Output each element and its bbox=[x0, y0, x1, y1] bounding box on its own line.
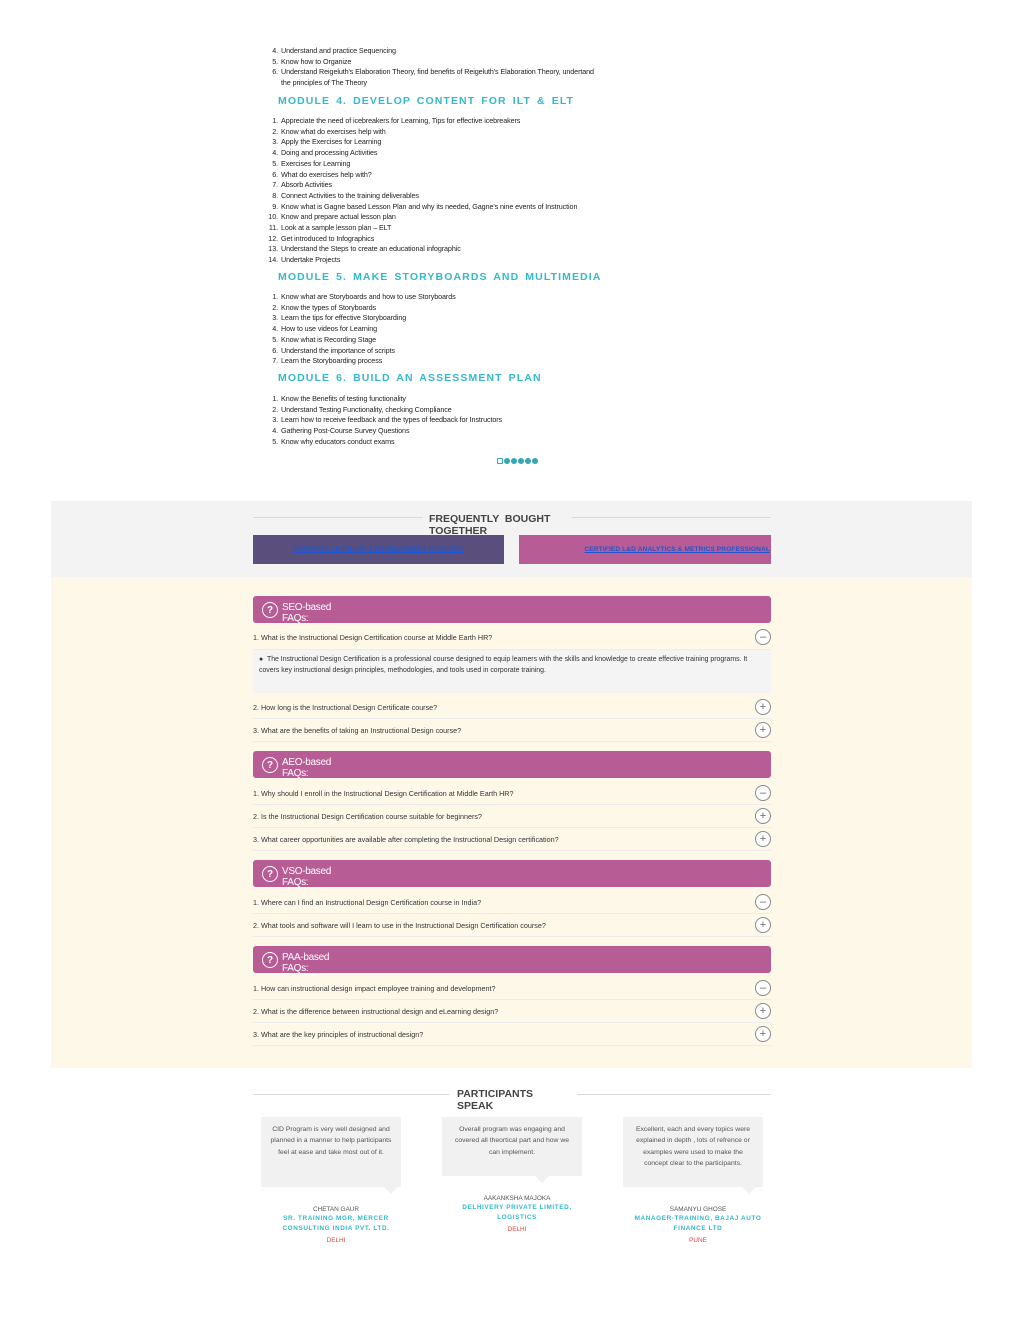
list-item: 8. Connect Activities to the training deliverables bbox=[272, 190, 419, 200]
list-item: 4. Doing and processing Activities bbox=[272, 148, 378, 158]
list-item: 5. Know how to Organize bbox=[272, 56, 352, 66]
question-icon: ? bbox=[262, 952, 278, 968]
faq-question[interactable]: 2. How long is the Instructional Design Certificate course? + bbox=[253, 703, 771, 719]
list-item: 5. Exercises for Learning bbox=[272, 158, 351, 168]
carousel-dots bbox=[497, 458, 538, 464]
aeo-faq-header bbox=[253, 751, 771, 778]
participant-name: SAMANYU GHOSE bbox=[669, 1206, 727, 1213]
faq-question[interactable]: 1. How can instructional design impact employee training and development? – bbox=[253, 984, 771, 1000]
list-item: 4. Gathering Post-Course Survey Questions bbox=[272, 426, 410, 436]
participant-role: SR. TRAINING MGR, MERCER CONSULTING INDIA PVT. LTD. bbox=[282, 1215, 390, 1232]
list-item: 9. Know what is Gagne based Lesson Plan and why its needed, Gagne's nine events of Instruction bbox=[272, 201, 578, 211]
list-item: 1. Know the Benefits of testing functionality bbox=[272, 394, 406, 403]
participants-title: PARTICIPANTS SPEAK bbox=[457, 1088, 534, 1112]
faq-question[interactable]: 2. Is the Instructional Design Certification course suitable for beginners? + bbox=[253, 812, 771, 828]
participant-city: DELHI bbox=[507, 1226, 527, 1233]
frequently-bought-title: FREQUENTLY BOUGHT TOGETHER bbox=[429, 513, 551, 535]
vso-faq-heading: VSO-based FAQs: bbox=[282, 866, 331, 887]
carousel-dot[interactable] bbox=[511, 458, 517, 464]
paa-faq-header bbox=[253, 946, 771, 973]
list-item: 4. How to use videos for Learning bbox=[272, 324, 378, 334]
list-item: 3. Learn how to receive feedback and the types of feedback for Instructors bbox=[272, 415, 503, 425]
module-5-list bbox=[265, 292, 605, 367]
list-item: 6. What do exercises help with? bbox=[272, 169, 372, 179]
question-icon: ? bbox=[262, 866, 278, 882]
plus-icon[interactable]: + bbox=[755, 808, 771, 824]
module-5-title: MODULE 5. MAKE STORYBOARDS AND MULTIMEDIA bbox=[278, 271, 602, 283]
list-item: 5. Know why educators conduct exams bbox=[272, 436, 395, 446]
question-icon: ? bbox=[262, 757, 278, 773]
testimonial-quote: Overall program was engaging and covered all theortical part and how we can implement. bbox=[442, 1117, 582, 1176]
faq-question[interactable]: 3. What are the key principles of instructional design? + bbox=[253, 1030, 771, 1046]
list-item: 10. Know and prepare actual lesson plan bbox=[268, 212, 396, 222]
carousel-dot[interactable] bbox=[497, 458, 503, 464]
list-item: 7. Learn the Storyboarding process bbox=[272, 356, 383, 366]
faq-question[interactable]: 2. What is the difference between instructional design and eLearning design? + bbox=[253, 1007, 771, 1023]
list-item: 7. Absorb Activities bbox=[272, 180, 333, 190]
list-item: 4. Understand and practice Sequencing bbox=[272, 46, 396, 55]
divider bbox=[572, 517, 771, 518]
plus-icon[interactable]: + bbox=[755, 917, 771, 933]
list-item: the principles of The Theory bbox=[281, 78, 368, 88]
list-item: 11. Look at a sample lesson plan – ELT bbox=[268, 223, 392, 233]
carousel-dot[interactable] bbox=[518, 458, 524, 464]
paa-faq-heading: PAA-based FAQs: bbox=[282, 952, 330, 973]
list-item: 1. Appreciate the need of icebreakers for Learning, Tips for effective icebreakers bbox=[272, 116, 521, 125]
module-6-list bbox=[265, 394, 605, 448]
divider bbox=[253, 517, 423, 518]
faq-question[interactable]: 1. Where can I find an Instructional Design Certification course in India? – bbox=[253, 898, 771, 914]
list-item: 14. Undertake Projects bbox=[268, 255, 341, 265]
intro-list bbox=[265, 46, 605, 89]
list-item: 6. Understand Reigeluth's Elaboration Theory, find benefits of Reigeluth's Elaboration Theory, undertand bbox=[272, 67, 594, 77]
list-item: 2. Know the types of Storyboards bbox=[272, 302, 376, 312]
certified-ld-manager-button[interactable]: CERTIFIED LEARNING & DEVELOPMENT MANAGER bbox=[253, 535, 504, 564]
faq-answer: ● The Instructional Design Certification is a professional course designed to equip learners with the skills and knowledge to create effective training programs. It covers key instructional design principles, methodologies, and tools used in corporate training. bbox=[253, 650, 771, 693]
plus-icon[interactable]: + bbox=[755, 1026, 771, 1042]
testimonial-quote: Excellent, each and every topics were explained in depth , lots of refrence or examples were used to make the concept clear to the participants. bbox=[623, 1117, 763, 1187]
question-icon: ? bbox=[262, 602, 278, 618]
certified-ld-analytics-button[interactable]: CERTIFIED L&D ANALYTICS & METRICS PROFESSIONAL bbox=[519, 535, 771, 564]
minus-icon[interactable]: – bbox=[755, 629, 771, 645]
plus-icon[interactable]: + bbox=[755, 699, 771, 715]
plus-icon[interactable]: + bbox=[755, 831, 771, 847]
carousel-dot[interactable] bbox=[532, 458, 538, 464]
faq-question[interactable]: 2. What tools and software will I learn to use in the Instructional Design Certification course? + bbox=[253, 921, 771, 937]
faq-question[interactable]: 3. What career opportunities are available after completing the Instructional Design certification? + bbox=[253, 835, 771, 851]
module-6-title: MODULE 6. BUILD AN ASSESSMENT PLAN bbox=[278, 372, 542, 384]
aeo-faq-heading: AEO-based FAQs: bbox=[282, 757, 331, 778]
participant-name: CHETAN GAUR bbox=[312, 1206, 360, 1213]
minus-icon[interactable]: – bbox=[755, 980, 771, 996]
testimonial-quote: CID Program is very well designed and planned in a manner to help participants feel at ease and take most out of it. bbox=[261, 1117, 401, 1187]
faq-question[interactable]: 1. Why should I enroll in the Instructional Design Certification at Middle Earth HR? – bbox=[253, 789, 771, 805]
carousel-dot[interactable] bbox=[504, 458, 510, 464]
divider bbox=[253, 1094, 449, 1095]
participant-name: AAKANKSHA MAJOKA bbox=[483, 1195, 551, 1202]
participant-card bbox=[442, 1194, 592, 1235]
participant-role: DELHIVERY PRIVATE LIMITED, LOGISTICS bbox=[462, 1204, 572, 1221]
participant-role: MANAGER-TRAINING, BAJAJ AUTO FINANCE LTD bbox=[634, 1215, 762, 1232]
participant-card bbox=[261, 1205, 411, 1246]
minus-icon[interactable]: – bbox=[755, 785, 771, 801]
list-item: 6. Understand the importance of scripts bbox=[272, 345, 395, 355]
faq-question[interactable]: 3. What are the benefits of taking an Instructional Design course? + bbox=[253, 726, 771, 742]
list-item: 13. Understand the Steps to create an educational infographic bbox=[268, 244, 461, 254]
list-item: 2. Understand Testing Functionality, checking Compliance bbox=[272, 404, 452, 414]
bullet-icon: ● bbox=[259, 656, 267, 663]
list-item: 12. Get introduced to Infographics bbox=[268, 233, 375, 243]
vso-faq-header bbox=[253, 860, 771, 887]
participant-city: PUNE bbox=[689, 1237, 707, 1244]
carousel-dot[interactable] bbox=[525, 458, 531, 464]
seo-faq-header bbox=[253, 596, 771, 623]
list-item: 3. Apply the Exercises for Learning bbox=[272, 137, 382, 147]
list-item: 2. Know what do exercises help with bbox=[272, 126, 386, 136]
plus-icon[interactable]: + bbox=[755, 1003, 771, 1019]
faq-question[interactable]: 1. What is the Instructional Design Certification course at Middle Earth HR? – bbox=[253, 633, 771, 650]
participant-city: DELHI bbox=[326, 1237, 346, 1244]
list-item: 5. Know what is Recording Stage bbox=[272, 334, 377, 344]
seo-faq-heading: SEO-based FAQs: bbox=[282, 602, 331, 623]
participant-card bbox=[623, 1205, 773, 1246]
plus-icon[interactable]: + bbox=[755, 722, 771, 738]
module-4-title: MODULE 4. DEVELOP CONTENT FOR ILT & ELT bbox=[278, 95, 575, 107]
divider bbox=[577, 1094, 771, 1095]
list-item: 3. Learn the tips for effective Storyboarding bbox=[272, 313, 407, 323]
list-item: 1. Know what are Storyboards and how to use Storyboards bbox=[272, 292, 456, 301]
minus-icon[interactable]: – bbox=[755, 894, 771, 910]
module-4-list bbox=[265, 116, 625, 266]
